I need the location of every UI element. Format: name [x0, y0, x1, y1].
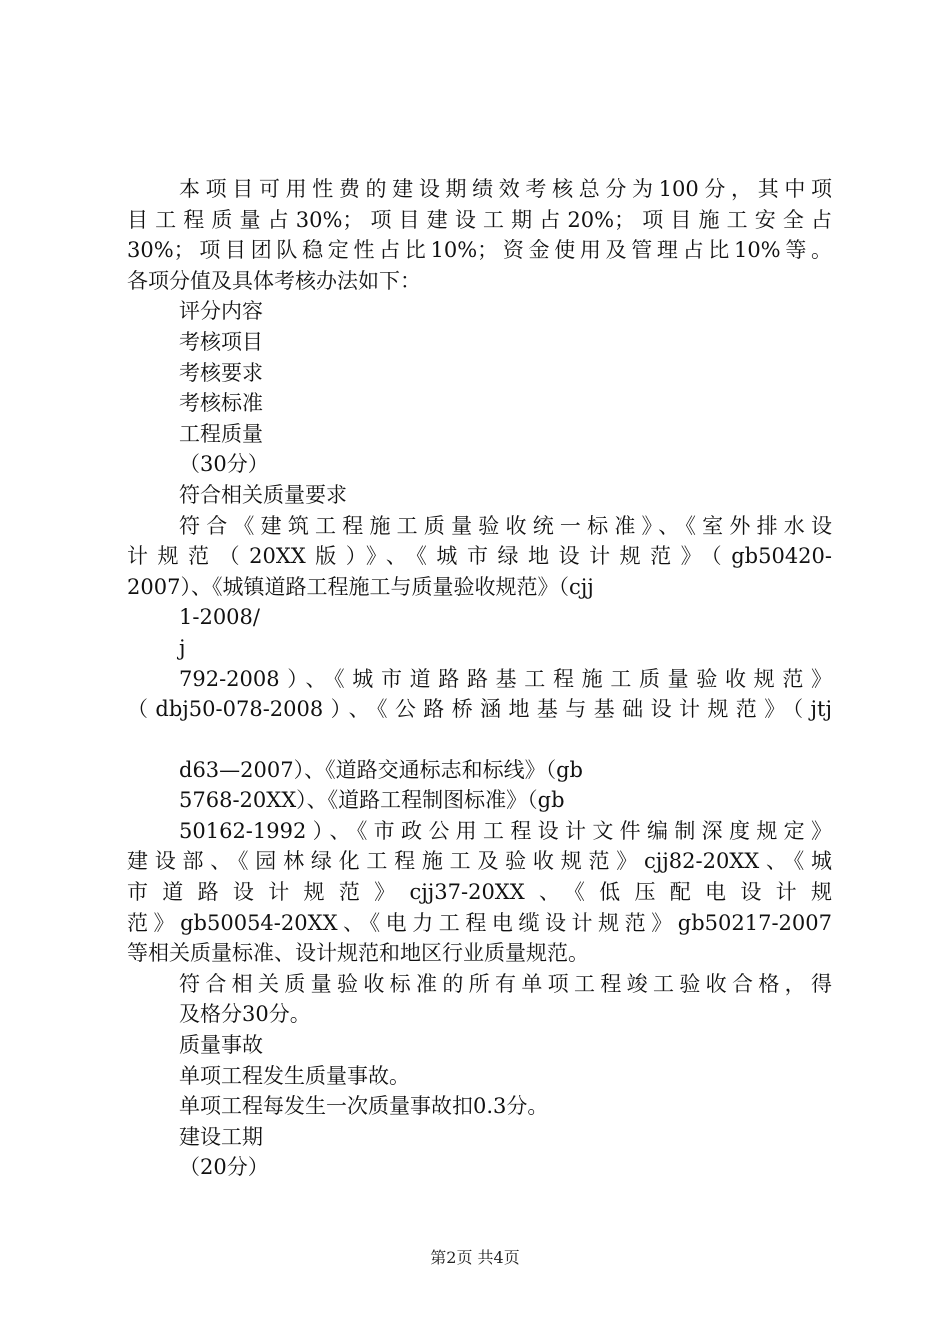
- document-body: [127, 174, 832, 1183]
- paragraph-line: 符合《建筑工程施工质量验收统一标准》、《室外排水设: [179, 513, 832, 538]
- table-cell-text: 考核项目: [179, 329, 263, 354]
- paragraph-line: 5768-20XX）、《道路工程制图标准》（gb: [179, 788, 565, 813]
- paragraph-line: 792-2008）、《城市道路路基工程施工质量验收规范》: [179, 666, 832, 691]
- table-cell-text: 质量事故: [179, 1033, 263, 1058]
- table-cell-text: （20分）: [179, 1155, 269, 1180]
- table-cell-text: （30分）: [179, 452, 269, 477]
- paragraph-line: 1-2008/: [179, 605, 260, 630]
- paragraph-line: 50162-1992）、《市政公用工程设计文件编制深度规定》: [179, 818, 832, 843]
- page-number-footer: 第2页 共4页: [430, 1248, 520, 1267]
- paragraph-line: 符合相关质量验收标准的所有单项工程竣工验收合格，得: [179, 971, 832, 996]
- table-cell-text: 考核标准: [179, 391, 263, 416]
- paragraph-line: （dbj50-078-2008）、《公路桥涵地基与基础设计规范》（jtj: [127, 697, 832, 722]
- spacer: [127, 725, 832, 755]
- paragraph-line: 等相关质量标准、设计规范和地区行业质量规范。: [127, 941, 589, 966]
- table-cell-text: 评分内容: [179, 299, 263, 324]
- paragraph-line: 本项目可用性费的建设期绩效考核总分为100分，其中项: [179, 177, 832, 201]
- paragraph-line: 30%；项目团队稳定性占比10%；资金使用及管理占比10%等。: [127, 238, 832, 263]
- paragraph-line: 建设部、《园林绿化工程施工及验收规范》cjj82-20XX、《城: [127, 849, 832, 874]
- paragraph-line: 市道路设计规范》cjj37-20XX、《低压配电设计规: [127, 880, 832, 905]
- table-cell-text: 建设工期: [179, 1124, 263, 1149]
- paragraph-line: d63—2007）、《道路交通标志和标线》（gb: [179, 757, 583, 782]
- table-cell-text: 单项工程发生质量事故。: [179, 1063, 410, 1088]
- table-cell-text: 工程质量: [179, 421, 263, 446]
- table-cell-text: 单项工程每发生一次质量事故扣0.3分。: [179, 1094, 549, 1119]
- paragraph-line: 2007）、《城镇道路工程施工与质量验收规范》（cjj: [127, 574, 594, 599]
- table-cell-text: 符合相关质量要求: [179, 482, 347, 507]
- paragraph-line: 及格分30分。: [179, 1002, 311, 1027]
- paragraph-line: j: [179, 635, 186, 660]
- paragraph-line: 计规范（20XX版）》、《城市绿地设计规范》（gb50420-: [127, 544, 832, 569]
- paragraph-line: 各项分值及具体考核办法如下：: [127, 268, 421, 293]
- paragraph-line: 目工程质量占30%；项目建设工期占20%；项目施工安全占: [127, 207, 832, 232]
- paragraph-line: 范》gb50054-20XX、《电力工程电缆设计规范》gb50217-2007: [127, 910, 832, 935]
- table-cell-text: 考核要求: [179, 360, 263, 385]
